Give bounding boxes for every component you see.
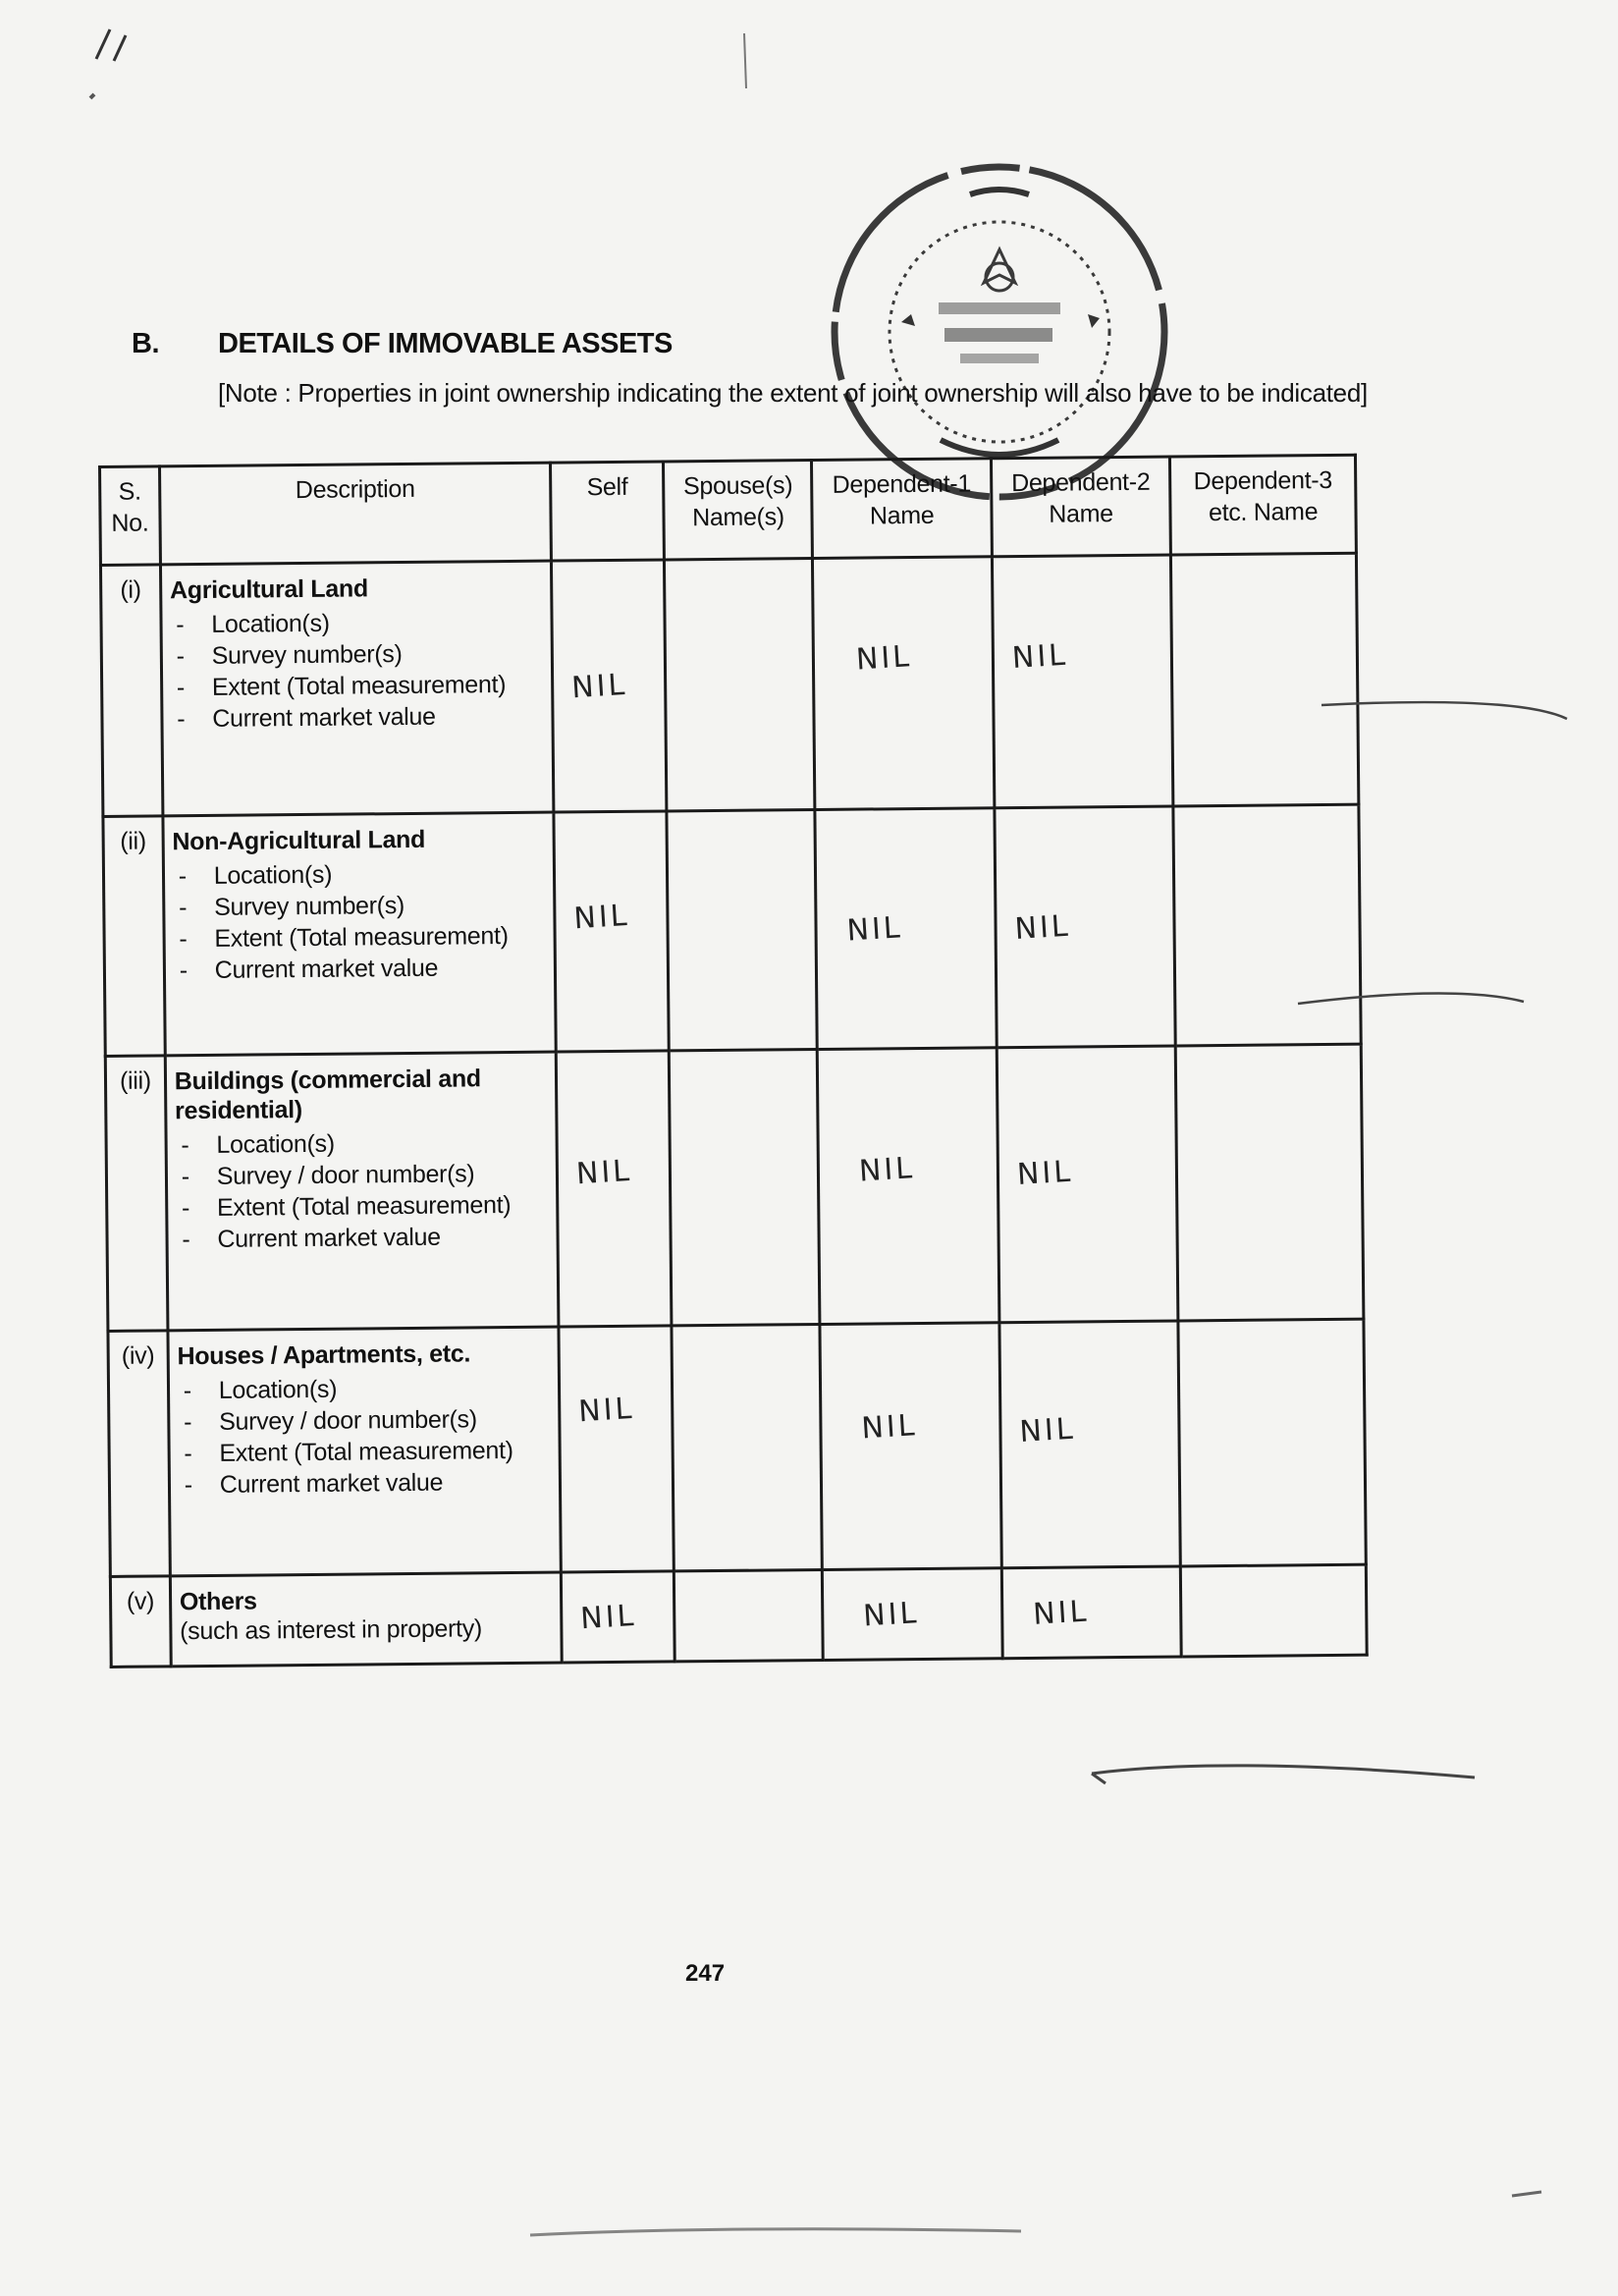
section-heading (132, 328, 673, 360)
list-item: - Survey number(s) (171, 637, 544, 673)
header-description: Description (159, 463, 551, 565)
row-sno: (iii) (105, 1056, 167, 1332)
handwritten-value: NIL (575, 1153, 634, 1192)
cell-self (559, 1326, 674, 1572)
table-row (103, 804, 1361, 1056)
handwritten-value: NIL (845, 909, 905, 949)
header-spouse: Spouse(s) Name(s) (664, 461, 813, 560)
header-sno: S. No. (100, 466, 161, 566)
header-self: Self (551, 462, 665, 561)
cell-self (552, 560, 668, 812)
page-number: 247 (685, 1960, 726, 1987)
list-item: - Current market value (179, 1466, 552, 1502)
list-item: - Current market value (176, 1221, 549, 1256)
handwritten-value: NIL (579, 1598, 638, 1636)
table-row (110, 1564, 1367, 1667)
cell-dependent-3 (1171, 553, 1359, 806)
handwritten-value: NIL (577, 1391, 636, 1430)
cell-spouse (670, 1049, 821, 1325)
cell-dependent-3 (1178, 1319, 1366, 1566)
row-title: Agricultural Land (169, 574, 369, 605)
row-description (160, 561, 554, 816)
cell-spouse (674, 1569, 824, 1661)
table-row (108, 1319, 1366, 1576)
handwritten-value: NIL (862, 1595, 921, 1634)
row-description (168, 1327, 562, 1576)
list-item: - Survey / door number(s) (178, 1403, 551, 1439)
handwritten-value: NIL (1015, 1154, 1074, 1193)
row-sno: (i) (100, 565, 162, 817)
list-item: - Survey number(s) (173, 889, 546, 924)
row-description (163, 812, 557, 1056)
handwritten-value: NIL (570, 667, 629, 705)
table-header-row (100, 455, 1357, 565)
header-dependent-1: Dependent-1 Name (812, 459, 992, 559)
cell-dependent-2 (999, 1321, 1181, 1568)
immovable-assets-table (98, 454, 1369, 1668)
handwritten-value: NIL (1018, 1411, 1077, 1449)
section-letter: B. (132, 328, 159, 359)
row-title: Houses / Apartments, etc. (177, 1339, 471, 1371)
row-subtitle: (such as interest in property) (180, 1614, 483, 1646)
cell-self (562, 1571, 675, 1663)
handwritten-value: NIL (1032, 1593, 1091, 1632)
cell-spouse (665, 559, 815, 811)
handwritten-value: NIL (855, 639, 914, 678)
handwritten-value: NIL (860, 1407, 919, 1447)
cell-dependent-1 (823, 1568, 1002, 1661)
row-sno: (ii) (103, 816, 165, 1057)
list-item: - Extent (Total measurement) (178, 1435, 551, 1470)
list-item: - Location(s) (175, 1126, 548, 1162)
cell-dependent-1 (818, 1048, 999, 1325)
cell-dependent-3 (1181, 1564, 1368, 1657)
list-item: - Location(s) (170, 606, 543, 641)
cell-dependent-1 (813, 557, 995, 810)
list-item: - Current market value (174, 952, 547, 987)
handwritten-value: NIL (1010, 637, 1069, 677)
handwritten-value: NIL (1013, 908, 1072, 947)
cell-dependent-2 (995, 806, 1176, 1048)
handwritten-value: NIL (572, 898, 631, 937)
row-title: Buildings (commercial and residential) (174, 1065, 481, 1125)
header-dependent-2: Dependent-2 Name (991, 457, 1170, 557)
cell-spouse (672, 1324, 822, 1570)
list-item: - Extent (Total measurement) (171, 669, 544, 704)
cell-self (554, 811, 670, 1052)
handwritten-value: NIL (858, 1150, 917, 1189)
cell-dependent-2 (1001, 1566, 1181, 1659)
list-item: - Location(s) (178, 1372, 551, 1407)
table-row (105, 1044, 1364, 1331)
row-description (170, 1572, 562, 1667)
cell-dependent-1 (820, 1323, 1001, 1570)
row-sno: (v) (110, 1576, 171, 1667)
table-row (100, 553, 1358, 816)
row-sno: (iv) (108, 1331, 170, 1577)
list-item: - Survey / door number(s) (176, 1158, 549, 1193)
cell-dependent-3 (1175, 1044, 1363, 1321)
cell-dependent-2 (997, 1046, 1178, 1323)
cell-dependent-3 (1173, 804, 1361, 1046)
section-title: DETAILS OF IMMOVABLE ASSETS (218, 328, 673, 359)
ownership-note: [Note : Properties in joint ownership indicating the extent of joint ownership will also have to be indicated] (218, 378, 1368, 408)
row-title: Non-Agricultural Land (172, 825, 426, 856)
list-item: - Current market value (171, 700, 544, 736)
cell-self (556, 1051, 672, 1327)
cell-dependent-2 (992, 555, 1173, 808)
row-title: Others (179, 1587, 257, 1616)
cell-spouse (667, 810, 817, 1051)
list-item: - Location(s) (173, 857, 546, 893)
cell-dependent-1 (815, 808, 997, 1050)
row-description (165, 1052, 559, 1331)
header-dependent-3: Dependent-3 etc. Name (1170, 455, 1357, 555)
list-item: - Extent (Total measurement) (173, 920, 546, 956)
list-item: - Extent (Total measurement) (176, 1189, 549, 1225)
